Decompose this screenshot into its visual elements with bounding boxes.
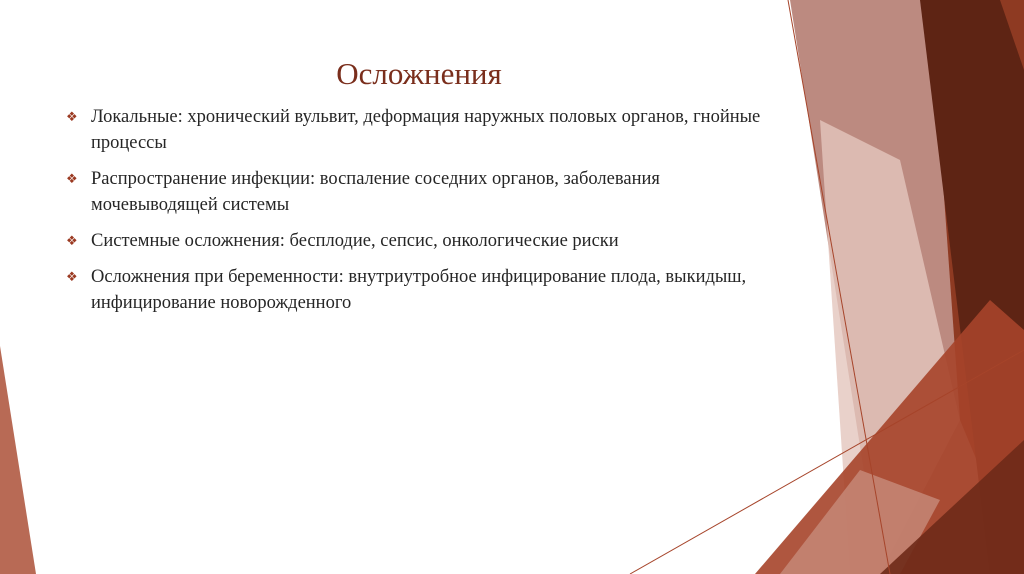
diamond-bullet-icon: ❖ (66, 109, 78, 124)
bullet-list (60, 104, 780, 326)
bullet-text: Распространение инфекции: воспаление соседних органов, заболевания мочевыводящей системы (91, 169, 660, 215)
list-item (60, 264, 780, 316)
bullet-text: Локальные: хронический вульвит, деформация наружных половых органов, гнойные процессы (91, 107, 761, 153)
bullet-text: Осложнения при беременности: внутриутробное инфицирование плода, выкидыш, инфицирование новорожденного (91, 267, 747, 313)
slide-title: Осложнения (336, 56, 502, 91)
list-item (60, 228, 780, 254)
diamond-bullet-icon: ❖ (66, 269, 78, 284)
list-item (60, 104, 780, 156)
bullet-text: Системные осложнения: бесплодие, сепсис, онкологические риски (91, 231, 619, 251)
diamond-bullet-icon: ❖ (66, 171, 78, 186)
diamond-bullet-icon: ❖ (66, 233, 78, 248)
left-accent-shape (0, 346, 36, 574)
list-item (60, 166, 780, 218)
